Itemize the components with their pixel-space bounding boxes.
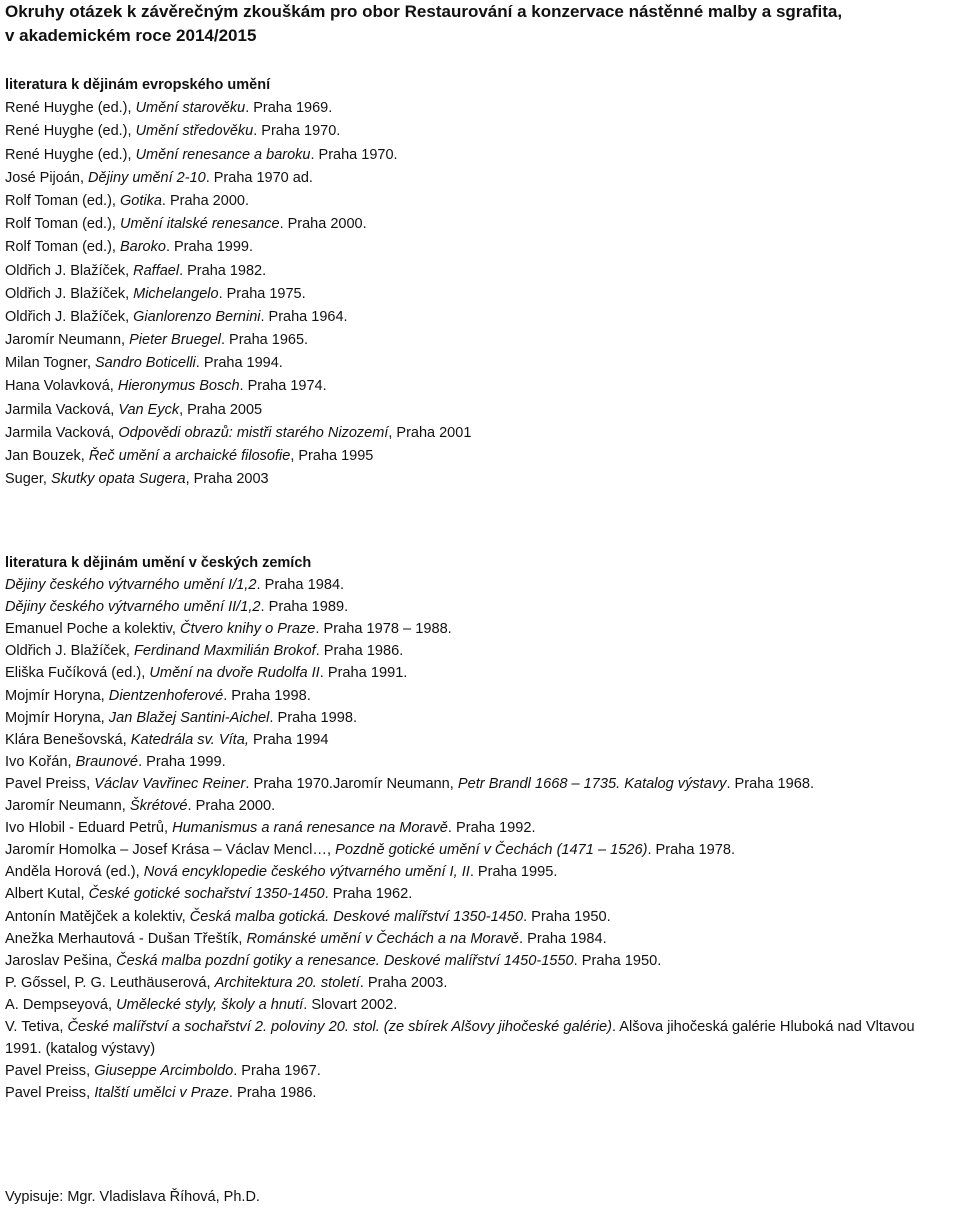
bibliography-entry xyxy=(5,751,955,773)
entry-text: . Praha 1998. xyxy=(223,687,311,704)
entry-title: České gotické sochařství 1350-1450 xyxy=(88,886,325,903)
entry-text: Praha 1994 xyxy=(248,731,329,748)
entry-title: Pozdně gotické umění v Čechách (1471 – 1526) xyxy=(335,842,648,859)
section-heading: literatura k dějinám evropského umění xyxy=(5,77,271,93)
bibliography-entry xyxy=(5,596,955,618)
entry-text: . Praha 1998. xyxy=(269,709,358,726)
entry-title: Giuseppe Arcimboldo xyxy=(94,1063,234,1080)
entry-text: Anděla Horová (ed.), xyxy=(5,864,144,881)
bibliography-entry xyxy=(5,861,955,883)
entry-text: Pavel Preiss, xyxy=(5,775,95,792)
bibliography-entry xyxy=(5,928,955,950)
section-heading: literatura k dějinám umění v českých zemích xyxy=(5,555,312,571)
entry-text: René Huyghe (ed.), xyxy=(5,123,136,140)
entry-text: . Praha 1962. xyxy=(324,886,413,903)
entry-text: . Praha 2000. xyxy=(279,216,367,233)
entry-text: Oldřich J. Blažíček, xyxy=(5,308,134,325)
entry-text: . Praha 1999. xyxy=(138,753,226,770)
bibliography-entry xyxy=(5,399,955,422)
bibliography-entry xyxy=(5,839,955,861)
bibliography-entry xyxy=(5,283,955,306)
entry-text: . Praha 1970. xyxy=(253,123,341,140)
entry-text: Pavel Preiss, xyxy=(5,1085,95,1102)
entry-text: Oldřich J. Blažíček, xyxy=(5,643,134,660)
bibliography-entry xyxy=(5,445,955,468)
entry-title: Van Eyck xyxy=(118,401,180,418)
entry-text: René Huyghe (ed.), xyxy=(5,146,136,163)
entry-title: Italští umělci v Praze xyxy=(94,1085,229,1102)
bibliography-entry xyxy=(5,906,955,928)
entry-text: . Praha 1970. xyxy=(310,146,398,163)
entry-text: , Praha 1995 xyxy=(290,448,374,464)
entry-title: Umělecké styly, školy a hnutí xyxy=(116,996,304,1013)
entry-text: . Praha 1967. xyxy=(233,1063,321,1080)
entry-text: . Praha 1970. xyxy=(245,775,333,792)
entry-text: Jaroslav Pešina, xyxy=(5,952,117,969)
bibliography-entry xyxy=(5,468,955,491)
entry-text: . Praha 1989. xyxy=(260,599,349,616)
bibliography-entry xyxy=(5,574,955,596)
bibliography-entry xyxy=(5,167,955,190)
entry-text: Jarmila Vacková, xyxy=(5,424,119,441)
bibliography-entry xyxy=(5,707,955,729)
entry-title: Umění italské renesance xyxy=(119,216,280,233)
entry-text: . Praha 2003. xyxy=(359,974,448,991)
section-world-art xyxy=(5,74,955,491)
entry-text: Jaromír Neumann, xyxy=(333,775,458,792)
entry-text: . Praha 2000. xyxy=(161,192,249,209)
entry-text: . Praha 1984. xyxy=(519,930,607,947)
entry-text: Rolf Toman (ed.), xyxy=(5,192,120,209)
entry-text: , Praha 2003 xyxy=(185,471,269,488)
entry-text: Oldřich J. Blažíček, xyxy=(5,262,134,279)
entry-text: , Praha 2001 xyxy=(388,424,472,441)
entry-text: Albert Kutal, xyxy=(5,886,89,903)
entry-text: . Praha 1992. xyxy=(447,820,536,837)
entry-title: Michelangelo xyxy=(133,285,219,302)
entry-title: Románské umění v Čechách a na Moravě xyxy=(246,930,520,947)
entry-text: . Praha 1978 – 1988. xyxy=(315,621,452,638)
entry-text: . Praha 1964. xyxy=(260,308,348,325)
entry-title: Raffael xyxy=(133,262,180,279)
entry-text: Klára Benešovská, xyxy=(5,731,131,748)
entry-title: Skutky opata Sugera xyxy=(50,471,186,488)
entry-title: Čtvero knihy o Praze xyxy=(179,621,316,638)
bibliography-entry xyxy=(5,236,955,259)
entry-text: . Praha 1991. xyxy=(319,665,408,682)
bibliography-entry xyxy=(5,352,955,375)
entry-text: . Praha 1978. xyxy=(647,842,736,859)
bibliography-entry xyxy=(5,144,955,167)
entry-title: Dějiny umění 2-10 xyxy=(88,169,206,186)
entry-title: Umění na dvoře Rudolfa II xyxy=(149,665,320,682)
entry-title: Jan Blažej Santini-Aichel xyxy=(108,709,270,726)
entry-text: P. Gőssel, P. G. Leuthäuserová, xyxy=(5,974,215,991)
bibliography-entry xyxy=(5,329,955,352)
title-line-1: Okruhy otázek k závěrečným zkouškám pro obor Restaurování a konzervace nástěnné malby a sgrafita, xyxy=(5,2,843,21)
entry-text: . Praha 1969. xyxy=(245,100,333,117)
entry-title: Dějiny českého výtvarného umění II/1,2 xyxy=(5,599,261,616)
entry-text: . Praha 1986. xyxy=(315,643,404,660)
entry-text: Jarmila Vacková, xyxy=(5,401,119,418)
entry-text: Jan Bouzek, xyxy=(5,448,89,464)
entry-text: A. Dempseyová, xyxy=(5,996,117,1013)
bibliography-entry xyxy=(5,729,955,751)
entry-text: . Alšova jihočeská galérie Hluboká nad Vltavou 1991. (katalog výstavy) xyxy=(5,1018,915,1058)
bibliography-entry xyxy=(5,883,955,905)
bibliography-entry xyxy=(5,618,955,640)
entry-text: Rolf Toman (ed.), xyxy=(5,216,120,233)
bibliography-entry xyxy=(5,260,955,283)
entry-title: Baroko xyxy=(119,239,166,256)
bibliography-entry xyxy=(5,422,955,445)
entry-text: Oldřich J. Blažíček, xyxy=(5,285,134,302)
entry-text: . Praha 1974. xyxy=(239,378,327,395)
entry-text: . Praha 1995. xyxy=(469,864,558,881)
bibliography-entry xyxy=(5,640,955,662)
entry-title: Řeč umění a archaické filosofie xyxy=(88,448,291,464)
entry-title: Dějiny českého výtvarného umění I/1,2 xyxy=(5,577,257,594)
entry-text: Ivo Hlobil - Eduard Petrů, xyxy=(5,820,173,837)
bibliography-list xyxy=(5,97,955,491)
bibliography-entry xyxy=(5,950,955,972)
entry-title: Česká malba pozdní gotiky a renesance. Deskové malířství 1450-1550 xyxy=(116,952,574,969)
entry-title: Václav Vavřinec Reiner xyxy=(94,775,246,792)
bibliography-entry xyxy=(5,1060,955,1082)
entry-text: Mojmír Horyna, xyxy=(5,709,109,726)
section-czech-art xyxy=(5,552,955,1104)
entry-text: Eliška Fučíková (ed.), xyxy=(5,665,150,682)
entry-text: . Slovart 2002. xyxy=(303,996,398,1013)
bibliography-entry xyxy=(5,773,955,795)
bibliography-entry xyxy=(5,817,955,839)
title-line-2: v akademickém roce 2014/2015 xyxy=(5,26,257,45)
entry-title: Sandro Boticelli xyxy=(95,355,196,372)
entry-text: Hana Volavková, xyxy=(5,378,118,395)
bibliography-entry xyxy=(5,1016,955,1060)
entry-title: Ferdinand Maxmilián Brokof xyxy=(133,643,316,660)
entry-text: . Praha 1999. xyxy=(165,239,254,256)
entry-text: , Praha 2005 xyxy=(179,401,263,418)
entry-text: Jaromír Homolka – Josef Krása – Václav Mencl…, xyxy=(5,842,336,859)
bibliography-entry xyxy=(5,306,955,329)
bibliography-list xyxy=(5,574,955,1104)
entry-text: Ivo Kořán, xyxy=(5,753,76,770)
entry-title: Braunové xyxy=(75,753,139,770)
entry-text: . Praha 1986. xyxy=(228,1085,317,1102)
entry-title: Odpovědi obrazů: mistři starého Nizozemí xyxy=(118,424,389,441)
bibliography-entry xyxy=(5,1082,955,1104)
entry-text: . Praha 1950. xyxy=(523,908,611,925)
entry-text: Rolf Toman (ed.), xyxy=(5,239,120,256)
entry-text: . Praha 1984. xyxy=(256,577,345,594)
entry-title: Umění renesance a baroku xyxy=(135,146,311,163)
signature: Vypisuje: Mgr. Vladislava Říhová, Ph.D. xyxy=(5,1189,260,1205)
entry-title: Česká malba gotická. Deskové malířství 1350-1450 xyxy=(189,908,524,925)
entry-text: Milan Togner, xyxy=(5,355,96,372)
bibliography-entry xyxy=(5,120,955,143)
entry-text: V. Tetiva, xyxy=(5,1018,68,1035)
entry-text: Mojmír Horyna, xyxy=(5,687,109,704)
bibliography-entry xyxy=(5,972,955,994)
entry-title: Nová encyklopedie českého výtvarného umění I, II xyxy=(143,864,470,881)
entry-title: Petr Brandl 1668 – 1735. Katalog výstavy xyxy=(457,775,727,792)
bibliography-entry xyxy=(5,375,955,398)
entry-title: České malířství a sochařství 2. poloviny 20. stol. (ze sbírek Alšovy jihočeské galérie) xyxy=(67,1018,612,1035)
bibliography-entry xyxy=(5,685,955,707)
bibliography-entry xyxy=(5,662,955,684)
entry-title: Gianlorenzo Bernini xyxy=(133,308,261,325)
entry-text: Emanuel Poche a kolektiv, xyxy=(5,621,180,638)
entry-title: Katedrála sv. Víta, xyxy=(130,731,249,748)
bibliography-entry xyxy=(5,97,955,120)
entry-title: Architektura 20. století xyxy=(214,974,360,991)
entry-text: . Praha 1994. xyxy=(195,355,283,372)
entry-title: Pieter Bruegel xyxy=(129,332,221,349)
entry-text: . Praha 1970 ad. xyxy=(205,169,313,186)
bibliography-entry xyxy=(5,994,955,1016)
entry-text: Pavel Preiss, xyxy=(5,1063,95,1080)
document-title xyxy=(5,0,955,48)
entry-title: Hieronymus Bosch xyxy=(117,378,240,395)
entry-text: . Praha 1965. xyxy=(221,332,309,349)
entry-title: Umění středověku xyxy=(135,123,254,140)
entry-text: Suger, xyxy=(5,471,51,488)
entry-text: Jaromír Neumann, xyxy=(5,798,130,815)
entry-text: . Praha 1975. xyxy=(218,285,306,302)
entry-text: . Praha 1968. xyxy=(726,775,815,792)
entry-title: Škrétové xyxy=(129,798,188,815)
entry-text: . Praha 1950. xyxy=(573,952,662,969)
entry-text: . Praha 2000. xyxy=(187,798,276,815)
bibliography-entry xyxy=(5,190,955,213)
entry-text: . Praha 1982. xyxy=(179,262,267,279)
entry-title: Dientzenhoferové xyxy=(108,687,224,704)
entry-title: Humanismus a raná renesance na Moravě xyxy=(172,820,448,837)
entry-text: Antonín Matějček a kolektiv, xyxy=(5,908,190,925)
entry-text: José Pijoán, xyxy=(5,169,89,186)
entry-text: Anežka Merhautová - Dušan Třeštík, xyxy=(5,930,247,947)
entry-text: Jaromír Neumann, xyxy=(5,332,130,349)
entry-title: Gotika xyxy=(119,192,162,209)
bibliography-entry xyxy=(5,213,955,236)
entry-title: Umění starověku xyxy=(135,100,246,117)
entry-text: René Huyghe (ed.), xyxy=(5,100,136,117)
bibliography-entry xyxy=(5,795,955,817)
